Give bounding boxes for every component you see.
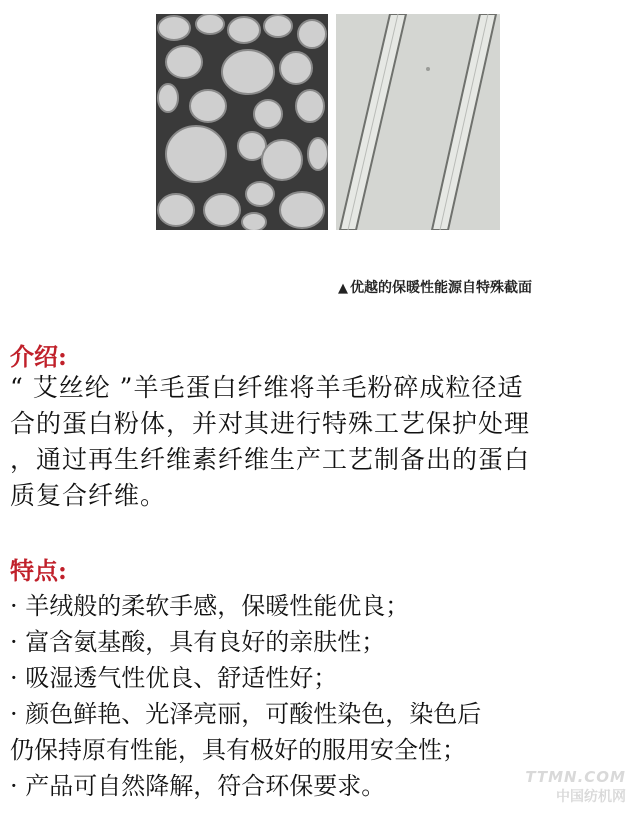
intro-heading: 介绍: [10,342,67,371]
watermark-site-name: 中国纺机网 [556,789,626,805]
feature-item: · 羊绒般的柔软手感，保暖性能优良； [10,592,410,620]
intro-paragraph [10,370,630,514]
intro-line: “ 艾丝纶 ”羊毛蛋白纤维将羊毛粉碎成粒径适 [10,373,524,402]
watermark-domain: TTMN.COM [525,768,626,786]
feature-item: · 产品可自然降解，符合环保要求。 [10,772,386,800]
features-heading: 特点: [10,556,67,585]
intro-line: 质复合纤维。 [10,481,167,510]
image-caption [338,277,628,297]
fiber-cross-section-image [156,14,328,230]
caption-text: 优越的保暖性能源自特殊截面 [350,280,532,296]
feature-item: 仍保持原有性能，具有极好的服用安全性； [10,736,466,764]
feature-item: · 颜色鲜艳、光泽亮丽，可酸性染色，染色后 [10,700,482,728]
watermark [525,768,626,806]
feature-item: · 富含氨基酸，具有良好的亲肤性； [10,628,386,656]
fiber-longitudinal-image [336,14,500,230]
intro-line: 合的蛋白粉体，并对其进行特殊工艺保护处理 [10,409,531,438]
intro-line: ，通过再生纤维素纤维生产工艺制备出的蛋白 [10,445,531,474]
feature-item: · 吸湿透气性优良、舒适性好； [10,664,338,692]
triangle-icon: ▲ [338,281,348,296]
